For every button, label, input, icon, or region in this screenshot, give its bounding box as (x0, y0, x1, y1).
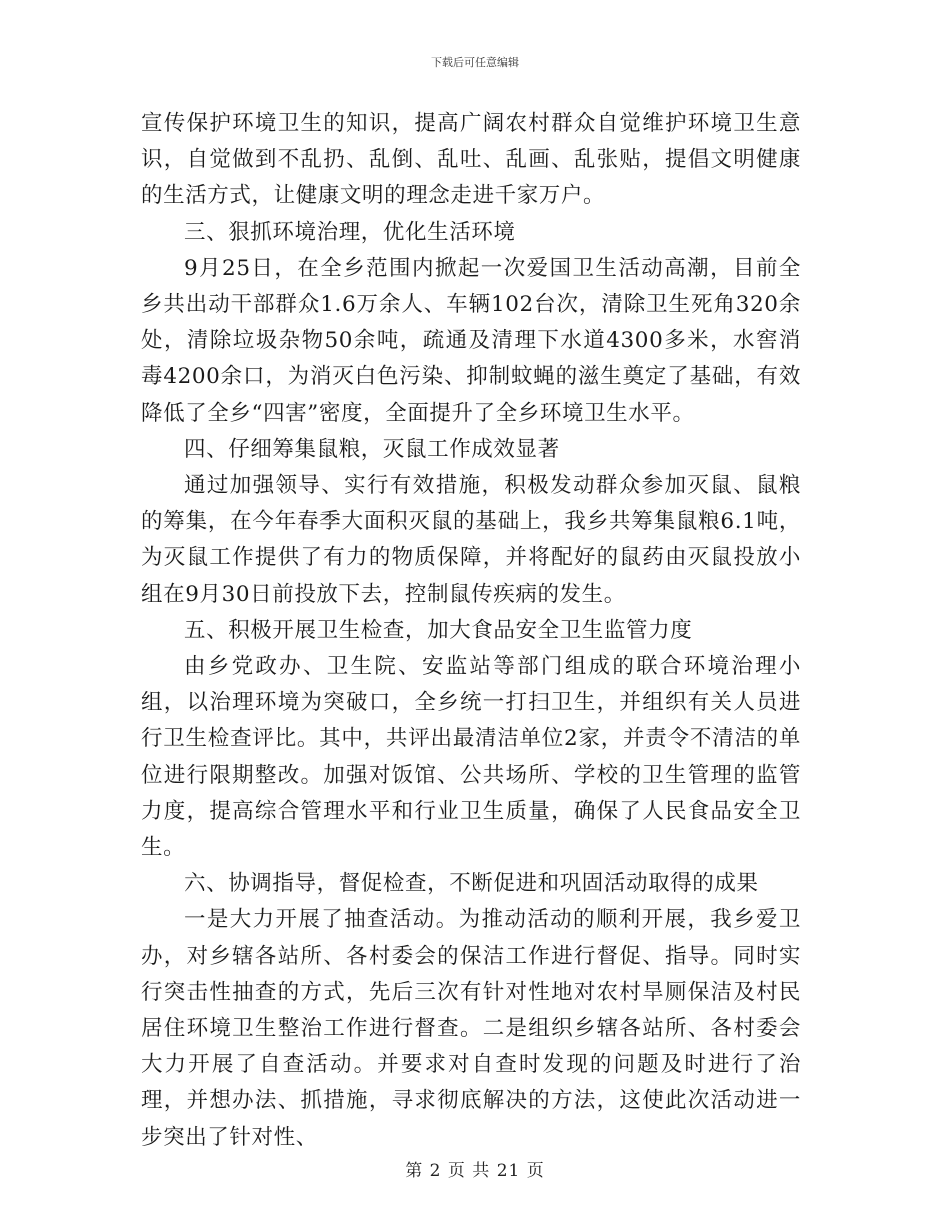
paragraph: 由乡党政办、卫生院、安监站等部门组成的联合环境治理小组，以治理环境为突破口，全乡统一打扫卫生，并组织有关人员进行卫生检查评比。其中，共评出最清洁单位2家，并责令不清洁的单位进行限期整改。加强对饭馆、公共场所、学校的卫生管理的监管力度，提高综合管理水平和行业卫生质量，确保了人民食品安全卫生。 (141, 654, 801, 861)
section-heading: 四、仔细筹集鼠粮，灭鼠工作成效显著 (184, 436, 560, 462)
paragraph: 通过加强领导、实行有效措施，积极发动群众参加灭鼠、鼠粮的筹集，在今年春季大面积灭鼠的基础上，我乡共筹集鼠粮6.1吨，为灭鼠工作提供了有力的物质保障，并将配好的鼠药由灭鼠投放小组在9月30日前投放下去，控制鼠传疾病的发生。 (141, 473, 801, 607)
page-number-footer: 第 2 页 共 21 页 (405, 1161, 545, 1181)
paragraph: 一是大力开展了抽查活动。为推动活动的顺利开展，我乡爱卫办，对乡辖各站所、各村委会的保洁工作进行督促、指导。同时实行突击性抽查的方式，先后三次有针对性地对农村旱厕保洁及村民居住环境卫生整治工作进行督查。二是组织乡辖各站所、各村委会大力开展了自查活动。并要求对自查时发现的问题及时进行了治理，并想办法、抓措施，寻求彻底解决的方法，这使此次活动进一步突出了针对性、 (141, 907, 801, 1150)
section-heading: 三、狠抓环境治理，优化生活环境 (184, 219, 516, 245)
section-heading: 五、积极开展卫生检查，加大食品安全卫生监管力度 (184, 617, 693, 643)
section-heading: 六、协调指导，督促检查，不断促进和巩固活动取得的成果 (184, 871, 759, 897)
paragraph: 宣传保护环境卫生的知识，提高广阔农村群众自觉维护环境卫生意识，自觉做到不乱扔、乱倒、乱吐、乱画、乱张贴，提倡文明健康的生活方式，让健康文明的理念走进千家万户。 (141, 111, 801, 209)
paragraph: 9月25日，在全乡范围内掀起一次爱国卫生活动高潮，目前全乡共出动干部群众1.6万余人、车辆102台次，清除卫生死角320余处，清除垃圾杂物50余吨，疏通及清理下水道4300多米，水窖消毒4200余口，为消灭白色污染、抑制蚊蝇的滋生奠定了基础，有效降低了全乡“四害”密度，全面提升了全乡环境卫生水平。 (141, 255, 801, 426)
page-header-note: 下载后可任意编辑 (431, 56, 519, 69)
document-body (141, 106, 801, 1156)
